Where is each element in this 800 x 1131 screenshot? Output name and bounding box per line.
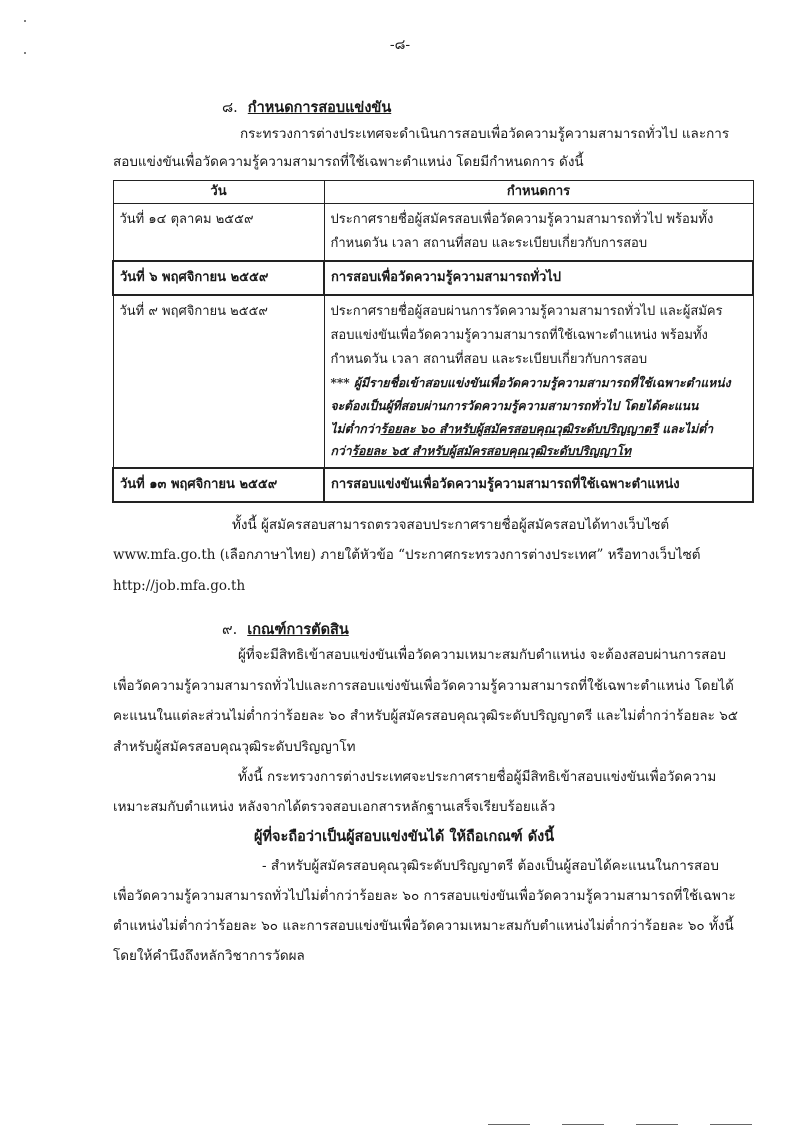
- detail-line: ประกาศรายชื่อผู้สอบผ่านการวัดความรู้ความสามารถทั่วไป และผู้สมัคร: [330, 304, 723, 320]
- footer-dash: [710, 1124, 752, 1125]
- criteria-p3-line: ตำแหน่งไม่ต่ำกว่าร้อยละ ๖๐ และการสอบแข่งขันเพื่อวัดความเหมาะสมกับตำแหน่งไม่ต่ำกว่าร้อยละ ๖๐ ทั้งนี้: [113, 918, 734, 934]
- detail-line: กำหนดวัน เวลา สถานที่สอบ และระเบียบเกี่ยวกับการสอบ: [330, 236, 648, 252]
- schedule-date: วันที่ ๙ พฤศจิกายน ๒๕๕๙: [113, 295, 324, 467]
- detail-line: สอบแข่งขันเพื่อวัดความรู้ความสามารถที่ใช้เฉพาะตำแหน่ง พร้อมทั้ง: [330, 328, 708, 344]
- section-8-intro-line1: กระทรวงการต่างประเทศจะดำเนินการสอบเพื่อวัดความรู้ความสามารถทั่วไป และการ: [240, 126, 730, 142]
- criteria-p1-line: สำหรับผู้สมัครสอบคุณวุฒิระดับปริญญาโท: [113, 739, 356, 755]
- note-text: ไม่ต่ำกว่า: [330, 421, 381, 436]
- detail-line: การสอบเพื่อวัดความรู้ความสามารถทั่วไป: [331, 270, 562, 286]
- section-8-heading: [222, 96, 391, 119]
- footer-dash: [488, 1124, 530, 1125]
- schedule-header-row: [113, 181, 753, 204]
- schedule-date: วันที่ ๑๔ ตุลาคม ๒๕๕๙: [113, 204, 324, 262]
- schedule-row: [113, 295, 753, 467]
- schedule-detail: [324, 295, 753, 467]
- note-text: กว่า: [330, 444, 352, 459]
- after-table-line3: http://job.mfa.go.th: [113, 578, 246, 594]
- note-line: *** ผู้มีรายชื่อเข้าสอบแข่งขันเพื่อวัดความรู้ความสามารถที่ใช้เฉพาะตำแหน่ง: [330, 376, 731, 391]
- header-schedule: กำหนดการ: [324, 181, 753, 204]
- schedule-date: วันที่ ๑๓ พฤศจิกายน ๒๕๕๙: [113, 468, 324, 502]
- section-9-number: ๙.: [222, 622, 238, 638]
- schedule-row: [113, 468, 753, 502]
- after-table-line1: ทั้งนี้ ผู้สมัครสอบสามารถตรวจสอบประกาศรายชื่อผู้สมัครสอบได้ทางเว็บไซต์: [232, 517, 670, 533]
- section-8-intro-line2: สอบแข่งขันเพื่อวัดความรู้ความสามารถที่ใช้เฉพาะตำแหน่ง โดยมีกำหนดการ ดังนี้: [113, 154, 584, 170]
- schedule-detail: [324, 204, 753, 262]
- criteria-subheading: ผู้ที่จะถือว่าเป็นผู้สอบแข่งขันได้ ให้ถือเกณฑ์ ดังนี้: [254, 828, 555, 845]
- eligibility-note: [331, 372, 747, 462]
- schedule-table: [112, 180, 754, 503]
- footer-dash: [636, 1124, 678, 1125]
- criteria-p2-line: เหมาะสมกับตำแหน่ง หลังจากได้ตรวจสอบเอกสารหลักฐานเสร็จเรียบร้อยแล้ว: [113, 799, 556, 815]
- criteria-p1-line: คะแนนในแต่ละส่วนไม่ต่ำกว่าร้อยละ ๖๐ สำหรับผู้สมัครสอบคุณวุฒิระดับปริญญาตรี และไม่ต่ำกว่าร้อยละ ๖๕: [113, 708, 738, 724]
- note-line: [331, 418, 747, 441]
- criteria-p1-line: เพื่อวัดความรู้ความสามารถทั่วไปและการสอบแข่งขันเพื่อวัดความรู้ความสามารถที่ใช้เฉพาะตำแหน่ง โดยได้: [113, 678, 734, 694]
- detail-line: กำหนดวัน เวลา สถานที่สอบ และระเบียบเกี่ยวกับการสอบ: [330, 352, 648, 368]
- criteria-p1-line: ผู้ที่จะมีสิทธิเข้าสอบแข่งขันเพื่อวัดความเหมาะสมกับตำแหน่ง จะต้องสอบผ่านการสอบ: [238, 647, 726, 663]
- criteria-p3-line: - สำหรับผู้สมัครสอบคุณวุฒิระดับปริญญาตรี ต้องเป็นผู้สอบได้คะแนนในการสอบ: [262, 858, 719, 874]
- section-9-title: เกณฑ์การตัดสิน: [247, 621, 349, 638]
- section-8-number: ๘.: [222, 100, 238, 116]
- note-line: [331, 440, 747, 463]
- schedule-row: [113, 261, 753, 295]
- note-line: จะต้องเป็นผู้ที่สอบผ่านการวัดความรู้ความสามารถทั่วไป โดยได้คะแนน: [330, 399, 699, 414]
- after-table-line2: www.mfa.go.th (เลือกภาษาไทย) ภายใต้หัวข้อ “ประกาศกระทรวงการต่างประเทศ” หรือทางเว็บไซต์: [113, 547, 701, 563]
- footer-dash: [562, 1124, 604, 1125]
- note-text: และไม่ต่ำ: [658, 421, 714, 436]
- detail-line: การสอบแข่งขันเพื่อวัดความรู้ความสามารถที่ใช้เฉพาะตำแหน่ง: [331, 476, 680, 492]
- schedule-row: [113, 204, 753, 262]
- scan-speck: [24, 20, 26, 22]
- schedule-detail: [324, 261, 753, 295]
- criteria-p3-line: โดยให้คำนึงถึงหลักวิชาการวัดผล: [113, 948, 305, 964]
- schedule-date: วันที่ ๖ พฤศจิกายน ๒๕๕๙: [113, 261, 324, 295]
- criteria-p3-line: เพื่อวัดความรู้ความสามารถทั่วไปไม่ต่ำกว่าร้อยละ ๖๐ การสอบแข่งขันเพื่อวัดความรู้ความสามารถที่ใช้เฉพาะ: [113, 888, 736, 904]
- section-9-heading: [222, 618, 349, 641]
- criteria-p2-line: ทั้งนี้ กระทรวงการต่างประเทศจะประกาศรายชื่อผู้มีสิทธิเข้าสอบแข่งขันเพื่อวัดความ: [238, 769, 717, 785]
- detail-line: ประกาศรายชื่อผู้สมัครสอบเพื่อวัดความรู้ความสามารถทั่วไป พร้อมทั้ง: [330, 212, 714, 228]
- schedule-detail: [324, 468, 753, 502]
- section-8-title: กำหนดการสอบแข่งขัน: [247, 99, 392, 116]
- header-date: วัน: [113, 181, 324, 204]
- page-number: -๘-: [389, 37, 411, 53]
- note-underlined-text: ร้อยละ ๖๐ สำหรับผู้สมัครสอบคุณวุฒิระดับปริญญาตรี: [380, 421, 658, 436]
- note-underlined-text: ร้อยละ ๖๕ สำหรับผู้สมัครสอบคุณวุฒิระดับปริญญาโท: [351, 444, 631, 459]
